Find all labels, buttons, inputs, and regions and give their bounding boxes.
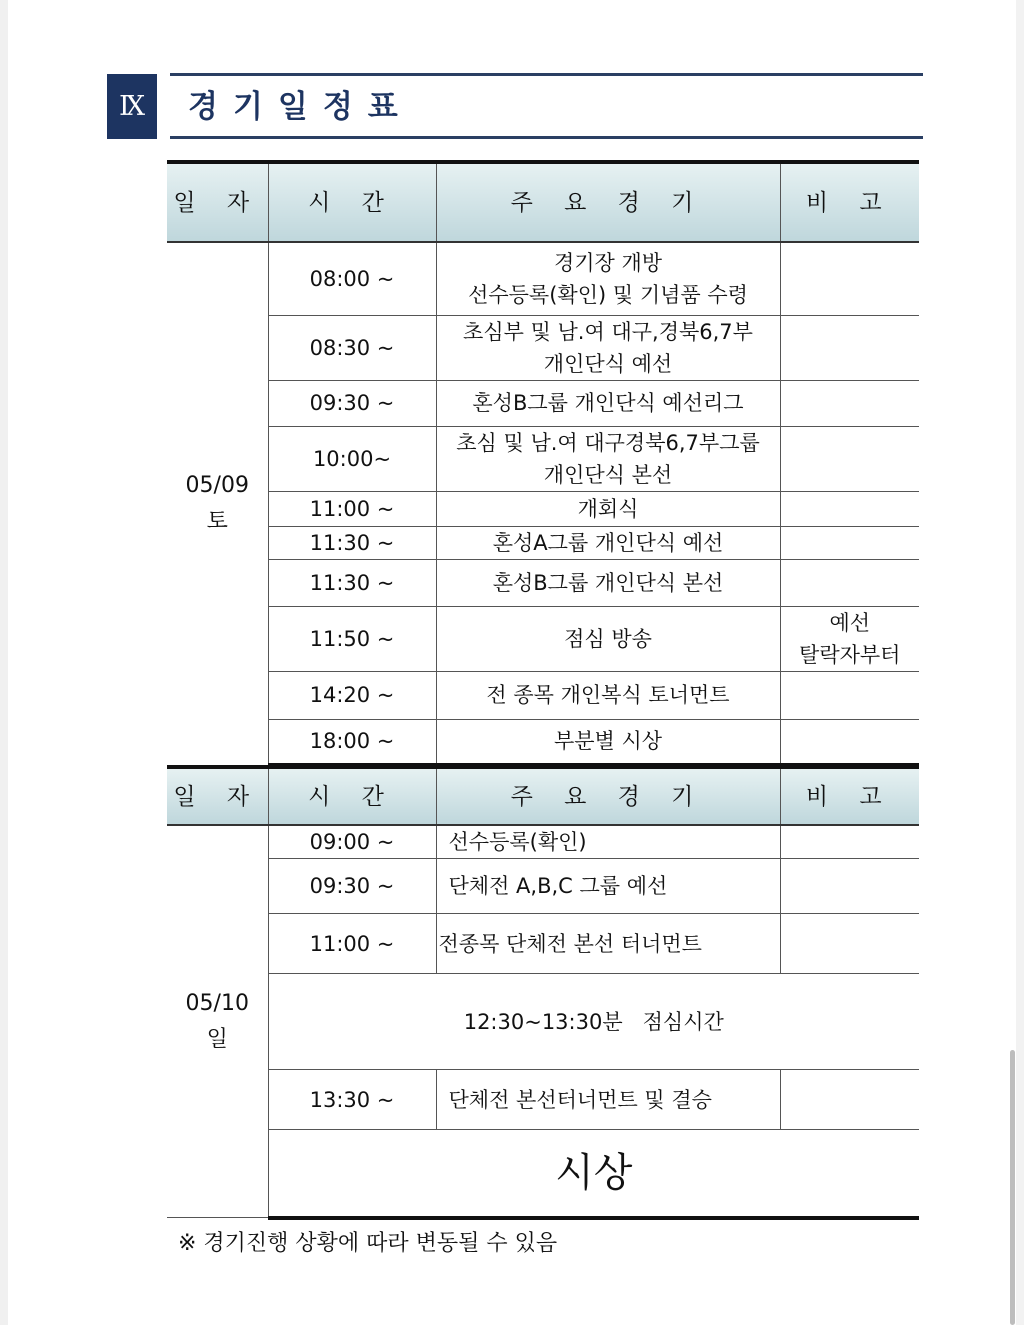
time-cell: 10:00~ [268, 426, 436, 491]
event-cell: 단체전 본선터너먼트 및 결승 [436, 1070, 780, 1130]
event-cell: 혼성B그룹 개인단식 본선 [436, 559, 780, 606]
event-line: 경기장 개방 [553, 250, 663, 275]
time-cell: 14:20 ~ [268, 671, 436, 719]
event-cell: 전 종목 개인복식 토너먼트 [436, 671, 780, 719]
event-cell [436, 242, 780, 315]
title-rule-top [170, 73, 923, 76]
header-event: 주 요 경 기 [436, 162, 780, 242]
event-cell: 부분별 시상 [436, 719, 780, 765]
table-row [167, 315, 919, 380]
table-row [167, 719, 919, 765]
note-cell [780, 426, 919, 491]
award-cell: 시상 [268, 1130, 919, 1218]
event-line: 개인단식 예선 [543, 351, 673, 376]
event-cell: 혼성B그룹 개인단식 예선리그 [436, 380, 780, 426]
header-event: 주 요 경 기 [436, 767, 780, 825]
header-note: 비 고 [780, 162, 919, 242]
note-cell [780, 1070, 919, 1130]
table-row [167, 559, 919, 606]
note-cell [780, 606, 919, 671]
note-line: 탈락자부터 [799, 642, 901, 667]
table-header-row [167, 767, 919, 825]
note-line: 예선 [829, 610, 871, 635]
time-cell: 08:00 ~ [268, 242, 436, 315]
table-header-row [167, 162, 919, 242]
vertical-scrollbar[interactable] [1010, 1050, 1015, 1325]
time-cell: 11:30 ~ [268, 526, 436, 559]
event-cell: 전종목 단체전 본선 터너먼트 [436, 914, 780, 974]
note-cell [780, 825, 919, 859]
table-row [167, 1130, 919, 1218]
event-line: 초심 및 남.여 대구경북6,7부그룹 [456, 430, 760, 455]
event-cell: 개회식 [436, 491, 780, 526]
event-line: 선수등록(확인) 및 기념품 수령 [468, 282, 748, 307]
schedule-table-day1 [167, 160, 919, 767]
time-cell: 11:30 ~ [268, 559, 436, 606]
header-date: 일 자 [167, 767, 268, 825]
note-cell [780, 719, 919, 765]
event-cell: 점심 방송 [436, 606, 780, 671]
event-cell: 혼성A그룹 개인단식 예선 [436, 526, 780, 559]
title-rule-bottom [170, 136, 923, 139]
table-row [167, 242, 919, 315]
table-row [167, 671, 919, 719]
note-cell [780, 859, 919, 914]
time-cell: 11:00 ~ [268, 914, 436, 974]
time-cell: 09:00 ~ [268, 825, 436, 859]
date-cell [167, 825, 268, 1218]
note-cell [780, 526, 919, 559]
time-cell: 18:00 ~ [268, 719, 436, 765]
time-cell: 09:30 ~ [268, 859, 436, 914]
table-row [167, 526, 919, 559]
note-cell [780, 671, 919, 719]
note-cell [780, 380, 919, 426]
table-row [167, 825, 919, 859]
table-row [167, 1070, 919, 1130]
table-row [167, 380, 919, 426]
section-number-badge: Ⅸ [107, 74, 157, 139]
table-row [167, 606, 919, 671]
schedule-table-day2 [167, 765, 919, 1220]
time-cell: 13:30 ~ [268, 1070, 436, 1130]
note-cell [780, 914, 919, 974]
footnote: ※ 경기진행 상황에 따라 변동될 수 있음 [178, 1231, 558, 1256]
event-line: 초심부 및 남.여 대구,경북6,7부 [463, 319, 753, 344]
event-line: 개인단식 본선 [543, 462, 673, 487]
table-row [167, 974, 919, 1070]
table-row [167, 914, 919, 974]
header-date: 일 자 [167, 162, 268, 242]
weekday-text: 일 [206, 1026, 228, 1052]
time-cell: 11:00 ~ [268, 491, 436, 526]
note-cell [780, 315, 919, 380]
weekday-text: 토 [206, 508, 228, 534]
lunch-cell: 12:30~13:30분 점심시간 [268, 974, 919, 1070]
header-time: 시 간 [268, 162, 436, 242]
header-note: 비 고 [780, 767, 919, 825]
date-cell [167, 242, 268, 765]
table-row [167, 491, 919, 526]
page-margin [1016, 0, 1024, 1325]
date-text: 05/10 [185, 990, 249, 1016]
event-cell [436, 426, 780, 491]
event-cell: 선수등록(확인) [436, 825, 780, 859]
table-row [167, 859, 919, 914]
note-cell [780, 242, 919, 315]
note-cell [780, 559, 919, 606]
time-cell: 11:50 ~ [268, 606, 436, 671]
note-cell [780, 491, 919, 526]
event-cell [436, 315, 780, 380]
event-cell: 단체전 A,B,C 그룹 예선 [436, 859, 780, 914]
header-time: 시 간 [268, 767, 436, 825]
date-text: 05/09 [185, 472, 249, 498]
time-cell: 09:30 ~ [268, 380, 436, 426]
time-cell: 08:30 ~ [268, 315, 436, 380]
page-title: 경기일정표 [188, 89, 413, 125]
table-row [167, 426, 919, 491]
